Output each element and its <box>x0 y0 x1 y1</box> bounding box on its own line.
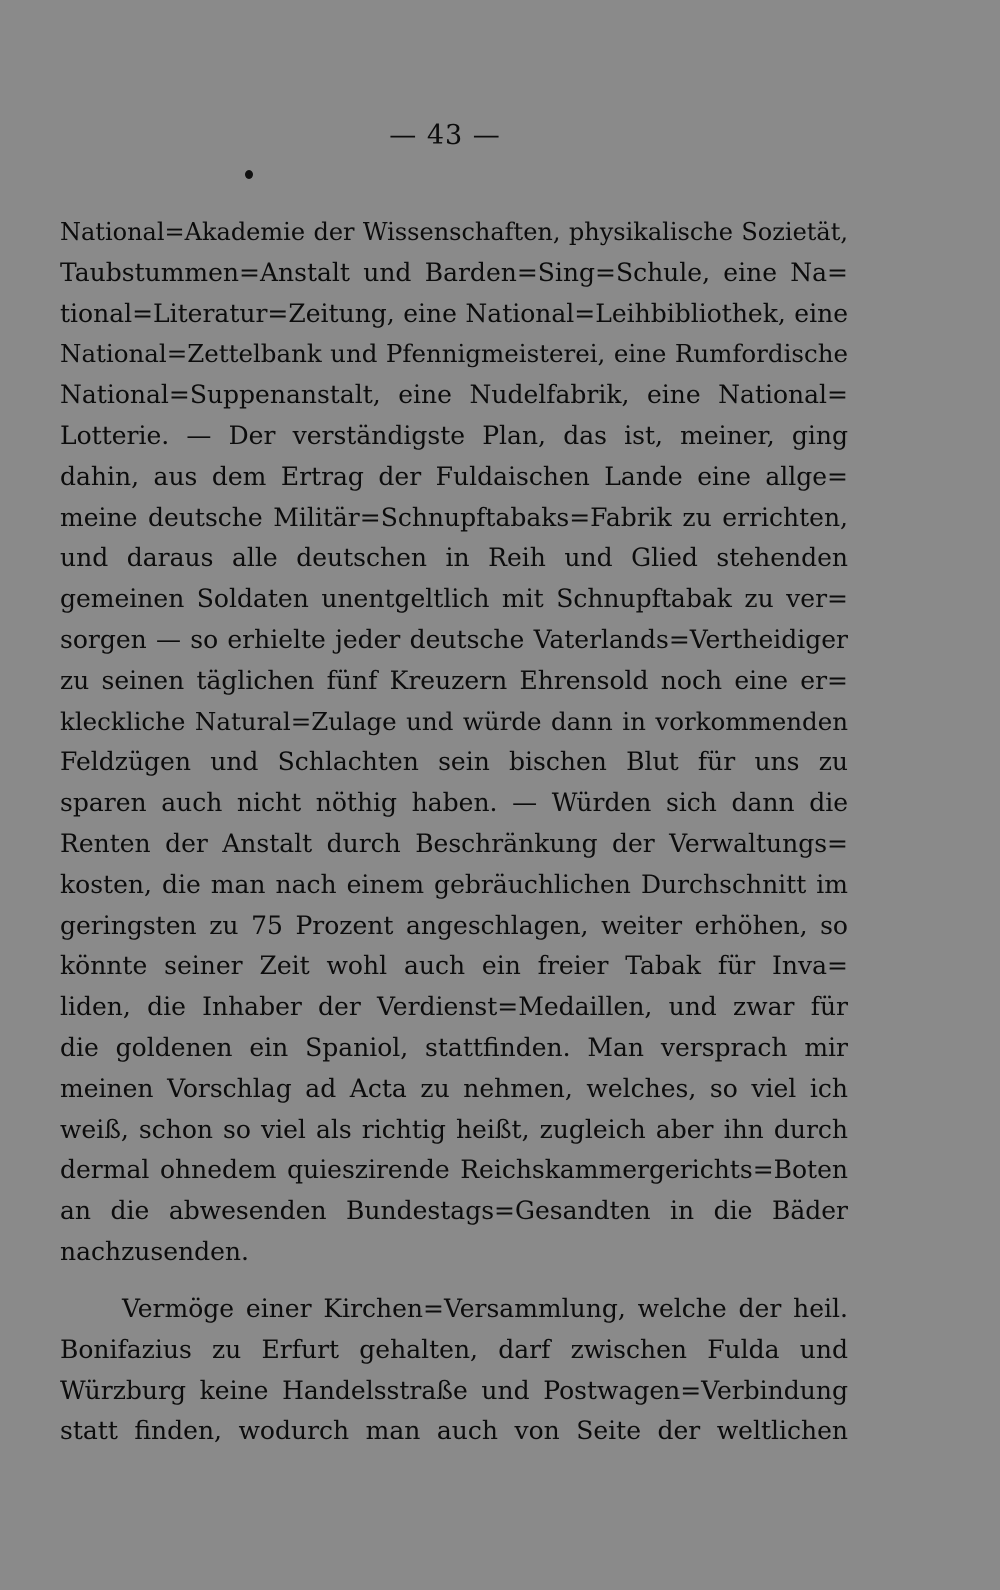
text-line: tional=Literatur=Zeitung, eine National=Leihbibliothek, eine <box>60 298 848 328</box>
text-line: statt finden, wodurch man auch von Seite der weltlichen <box>60 1416 848 1446</box>
text-line: National=Akademie der Wissenschaften, physikalische Sozietät, <box>60 218 848 246</box>
text-line: meine deutsche Militär=Schnupftabaks=Fabrik zu errichten, <box>60 502 848 532</box>
text-line: geringsten zu 75 Prozent angeschlagen, weiter erhöhen, so <box>60 910 848 940</box>
text-line: meinen Vorschlag ad Acta zu nehmen, welches, so viel ich <box>60 1073 848 1103</box>
text-line: dermal ohnedem quieszirende Reichskammergerichts=Boten <box>60 1155 848 1185</box>
text-line: gemeinen Soldaten unentgeltlich mit Schnupftabak zu ver= <box>60 584 848 614</box>
text-line: zu seinen täglichen fünf Kreuzern Ehrensold noch eine er= <box>60 665 848 695</box>
text-line: und daraus alle deutschen in Reih und Glied stehenden <box>60 543 848 573</box>
text-line: dahin, aus dem Ertrag der Fuldaischen Lande eine allge= <box>60 461 848 491</box>
text-line: Bonifazius zu Erfurt gehalten, darf zwischen Fulda und <box>60 1334 848 1364</box>
text-line: Feldzügen und Schlachten sein bischen Blut für uns zu <box>60 747 848 777</box>
print-speck <box>245 170 253 179</box>
text-line: Vermöge einer Kirchen=Versammlung, welche der heil. <box>122 1294 848 1323</box>
text-line: National=Suppenanstalt, eine Nudelfabrik, eine National= <box>60 380 848 410</box>
text-line: könnte seiner Zeit wohl auch ein freier Tabak für Inva= <box>60 951 848 981</box>
page-number: — 43 — <box>389 120 501 151</box>
text-line: nachzusenden. <box>60 1236 249 1266</box>
paragraph-1 <box>60 212 848 1273</box>
text-line: liden, die Inhaber der Verdienst=Medaillen, und zwar für <box>60 992 848 1022</box>
text-line: weiß, schon so viel als richtig heißt, zugleich aber ihn durch <box>60 1114 848 1144</box>
text-line: kleckliche Natural=Zulage und würde dann in vorkommenden <box>60 706 848 736</box>
text-line: Würzburg keine Handelsstraße und Postwagen=Verbindung <box>60 1375 848 1405</box>
text-line: Lotterie. — Der verständigste Plan, das ist, meiner, ging <box>60 420 848 450</box>
text-line: National=Zettelbank und Pfennigmeisterei, eine Rumfordische <box>60 339 848 369</box>
text-line: Taubstummen=Anstalt und Barden=Sing=Schule, eine Na= <box>60 257 848 287</box>
text-line: sorgen — so erhielte jeder deutsche Vaterlands=Vertheidiger <box>60 624 848 654</box>
text-line: kosten, die man nach einem gebräuchlichen Durchschnitt im <box>60 869 848 899</box>
text-line: an die abwesenden Bundestags=Gesandten in die Bäder <box>60 1196 848 1226</box>
text-line: sparen auch nicht nöthig haben. — Würden sich dann die <box>60 788 848 818</box>
text-line: die goldenen ein Spaniol, stattfinden. Man versprach mir <box>60 1032 848 1062</box>
paragraph-2 <box>60 1289 848 1452</box>
text-line: Renten der Anstalt durch Beschränkung der Verwaltungs= <box>60 828 848 858</box>
